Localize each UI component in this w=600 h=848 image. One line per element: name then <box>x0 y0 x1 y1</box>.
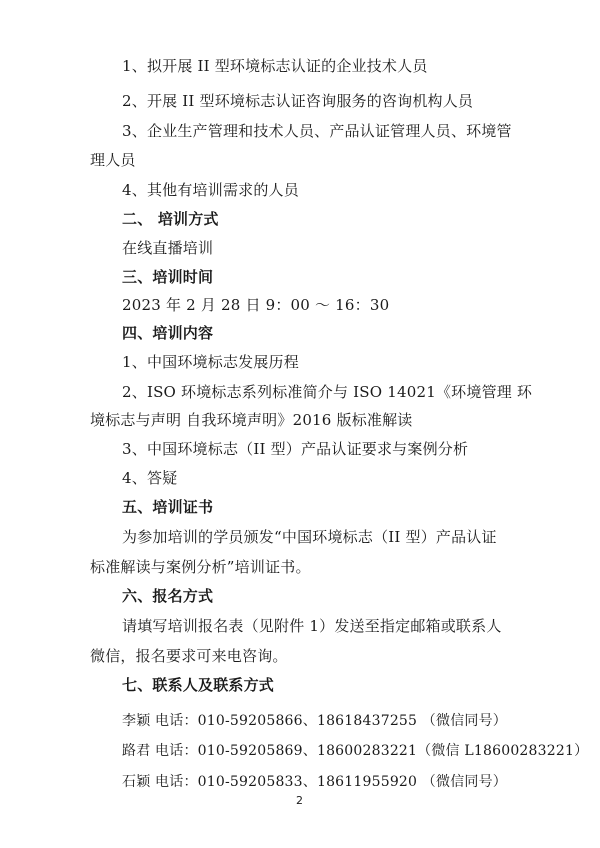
audience-item-4: 4、其他有培训需求的人员 <box>122 181 299 199</box>
section-heading-contacts: 七、联系人及联系方式 <box>122 676 275 694</box>
audience-item-3: 3、企业生产管理和技术人员、产品认证管理人员、环境管 <box>122 122 512 140</box>
section-heading-certificate: 五、培训证书 <box>122 498 214 516</box>
contact-item-3: 石颖 电话：010-59205833、18611955920 （微信同号） <box>122 774 507 790</box>
section-heading-content: 四、培训内容 <box>122 324 214 342</box>
section-heading-registration: 六、报名方式 <box>122 587 214 605</box>
registration-line-2: 微信，报名要求可来电咨询。 <box>90 647 288 665</box>
page-number: 2 <box>296 794 303 807</box>
content-item-2-continued: 境标志与声明 自我环境声明》2016 版标准解读 <box>90 411 413 429</box>
registration-line-1: 请填写培训报名表（见附件 1）发送至指定邮箱或联系人 <box>122 617 502 635</box>
time-text: 2023 年 2 月 28 日 9：00 ～ 16：30 <box>122 296 390 314</box>
content-item-2: 2、ISO 环境标志系列标准简介与 ISO 14021《环境管理 环 <box>122 383 533 401</box>
section-heading-method: 二、 培训方式 <box>122 210 219 228</box>
audience-item-2: 2、开展 II 型环境标志认证咨询服务的咨询机构人员 <box>122 92 474 110</box>
audience-item-1: 1、拟开展 II 型环境标志认证的企业技术人员 <box>122 57 428 75</box>
method-text: 在线直播培训 <box>122 239 214 257</box>
content-item-3: 3、中国环境标志（II 型）产品认证要求与案例分析 <box>122 440 469 458</box>
content-item-1: 1、中国环境标志发展历程 <box>122 353 299 371</box>
certificate-line-2: 标准解读与案例分析”培训证书。 <box>90 558 311 576</box>
contact-item-1: 李颖 电话：010-59205866、18618437255 （微信同号） <box>122 713 507 729</box>
audience-item-3-continued: 理人员 <box>90 151 136 169</box>
section-heading-time: 三、培训时间 <box>122 268 214 286</box>
certificate-line-1: 为参加培训的学员颁发“中国环境标志（II 型）产品认证 <box>122 528 497 546</box>
contact-item-2: 路君 电话：010-59205869、18600283221（微信 L18600283221） <box>122 743 589 759</box>
content-item-4: 4、答疑 <box>122 469 178 487</box>
